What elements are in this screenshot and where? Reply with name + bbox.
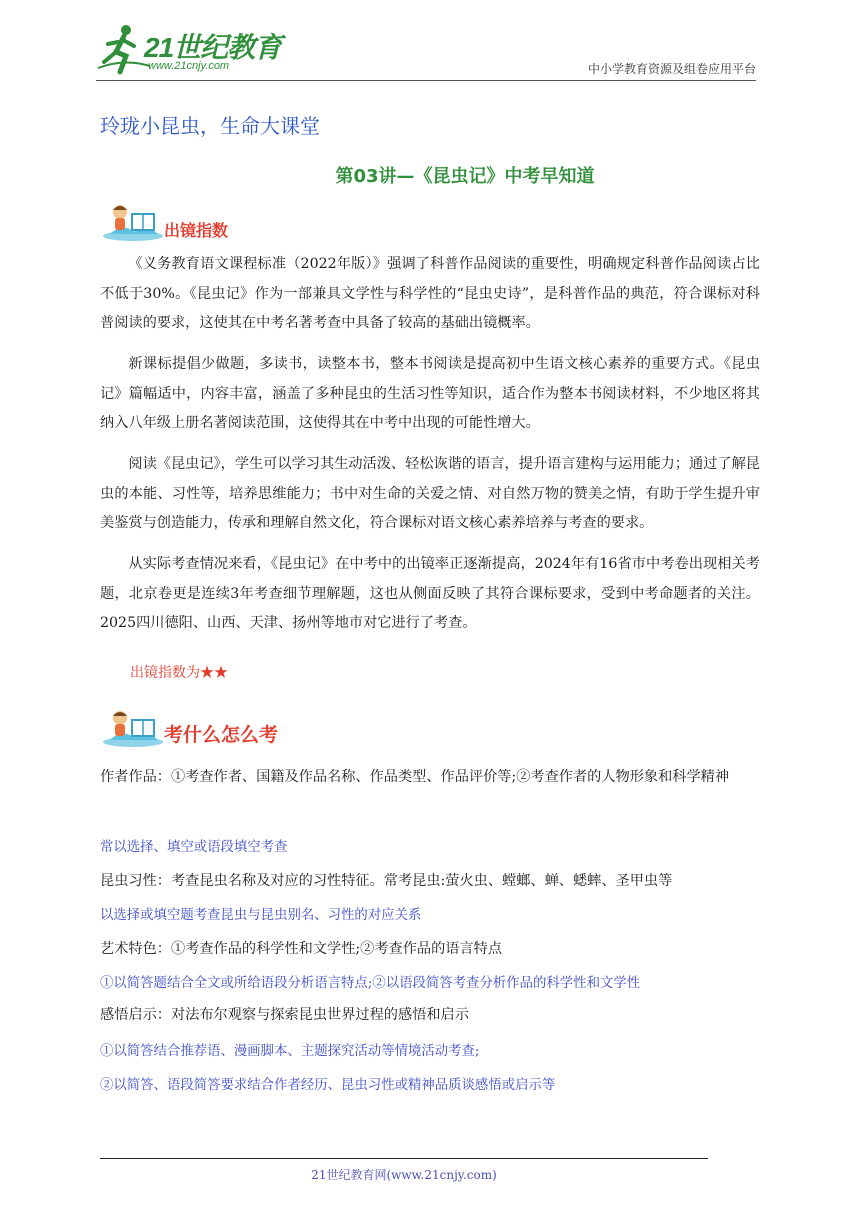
footer-divider (100, 1158, 708, 1159)
exam-point-insight: 感悟启示：对法布尔观察与探索昆虫世界过程的感悟和启示 (100, 1007, 469, 1023)
platform-label: 中小学教育资源及组卷应用平台 (587, 62, 756, 76)
exam-method: ①以简答题结合全文或所给语段分析语言特点;②以语段简答考查分析作品的科学性和文学性 (100, 976, 641, 991)
lead-title: 玲珑小昆虫，生命大课堂 (100, 114, 320, 138)
lesson-title: 第03讲—《昆虫记》中考早知道 (335, 166, 595, 187)
exam-method: ①以简答结合推荐语、漫画脚本、主题探究活动等情境活动考查; (100, 1044, 480, 1059)
paragraph: 阅读《昆虫记》，学生可以学习其生动活泼、轻松诙谐的语言，提升语言建构与运用能力；通过了解昆虫的本能、习性等，培养思维能力；书中对生命的关爱之情、对自然万物的赞美之情，有助于学生提升审美鉴赏与创造能力，传承和理解自然文化，符合课标对语文核心素养培养与考查的要求。 (100, 456, 760, 532)
paragraph: 新课标提倡少做题，多读书，读整本书，整本书阅读是提高初中生语文核心素养的重要方式。《昆虫记》篇幅适中，内容丰富，涵盖了多种昆虫的生活习性等知识，适合作为整本书阅读材料，不少地区将其纳入八年级上册名著阅读范围，这使得其在中考中出现的可能性增大。 (100, 356, 760, 432)
logo-url: www.21cnjy.com (148, 60, 230, 72)
exam-method: 常以选择、填空或语段填空考查 (100, 840, 288, 855)
exam-point-art: 艺术特色：①考查作品的科学性和文学性;②考查作品的语言特点 (100, 941, 503, 957)
paragraph: 从实际考查情况来看，《昆虫记》在中考中的出镜率正逐渐提高，2024年有16省市中考卷出现相关考题，北京卷更是连续3年考查细节理解题，这也从侧面反映了其符合课标要求，受到中考命题者的关注。2025四川德阳、山西、天津、扬州等地市对它进行了考查。 (100, 556, 760, 632)
header-divider (96, 80, 756, 81)
reading-child-icon (100, 200, 166, 242)
paragraph: 《义务教育语文课程标准（2022年版）》强调了科普作品阅读的重要性，明确规定科普作品阅读占比不低于30%。《昆虫记》作为一部兼具文学性与科学性的“昆虫史诗”，是科普作品的典范，符合课标对科普阅读的要求，这使其在中考名著考查中具备了较高的基础出镜概率。 (100, 256, 760, 332)
exam-method: ②以简答、语段简答要求结合作者经历、昆虫习性或精神品质谈感悟或启示等 (100, 1078, 556, 1093)
page-header (96, 20, 756, 84)
logo-text: 21世纪教育 (144, 32, 282, 63)
reading-child-icon (100, 706, 166, 748)
footer-link[interactable]: 21世纪教育网(www.21cnjy.com) (311, 1168, 497, 1182)
exposure-rating: 出镜指数为★★ (130, 665, 228, 681)
exam-method: 以选择或填空题考查昆虫与昆虫别名、习性的对应关系 (100, 908, 422, 923)
exam-point-author: 作者作品：①考查作者、国籍及作品名称、作品类型、作品评价等;②考查作者的人物形象和科学精神 (100, 769, 730, 785)
section-title: 考什么怎么考 (164, 724, 279, 746)
site-logo[interactable] (96, 20, 282, 80)
section-title: 出镜指数 (164, 221, 229, 240)
exam-point-habits: 昆虫习性：考查昆虫名称及对应的习性特征。常考昆虫:萤火虫、螳螂、蝉、蟋蟀、圣甲虫等 (100, 873, 673, 889)
